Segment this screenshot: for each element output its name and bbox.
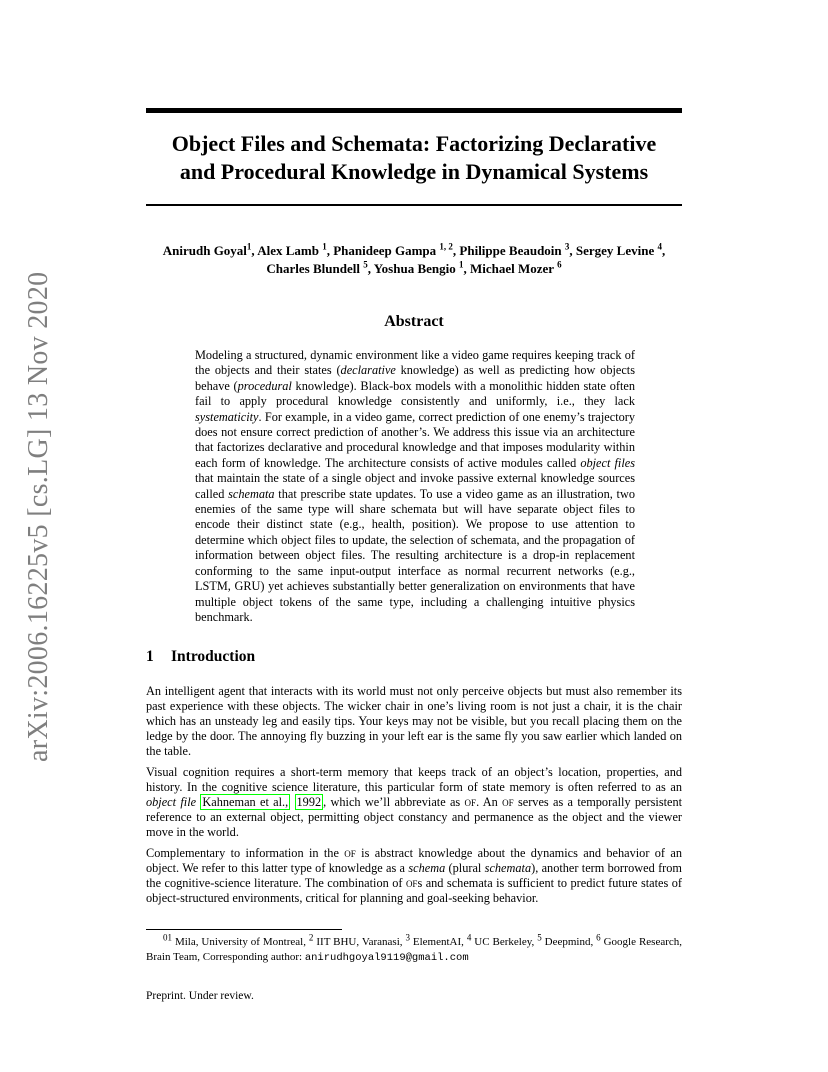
footnote-text: Deepmind,: [541, 936, 597, 948]
abstract-body: [195, 348, 635, 625]
intro-paragraph-2: [146, 765, 682, 840]
abstract-text: knowledge). Black-box models with a monolithic hidden state often fail to apply procedural knowledge consistently and uniformly, i.e., they lack: [195, 378, 635, 409]
abstract-emphasis: declarative: [340, 363, 396, 378]
abbreviation: of: [405, 876, 418, 891]
abbreviation: of: [344, 846, 356, 860]
author-name: Sergey Levine: [575, 243, 658, 258]
paragraph-text: Visual cognition requires a short-term memory that keeps track of an object’s location, properties, and history. In the cognitive science literature, this particular form of state memory is often referred to as an: [146, 765, 682, 795]
author-affiliation: 1, 2: [439, 241, 453, 252]
abstract-text: knowledge) as well as predicting how objects behave (: [195, 363, 635, 393]
section-title: Introduction: [171, 648, 256, 665]
author-affiliation: 4: [657, 241, 662, 252]
abstract-emphasis: object files: [580, 455, 635, 470]
intro-paragraph-3: [146, 846, 682, 906]
footnote-mark: 2: [308, 932, 314, 943]
citation-link-authors[interactable]: Kahneman et al.,: [202, 795, 289, 810]
citation-link-year[interactable]: 1992: [296, 795, 322, 810]
paragraph-text: Complementary to information in the: [146, 846, 345, 860]
author-name: Philippe Beaudoin: [459, 243, 565, 258]
author-affiliation: 1: [322, 241, 327, 252]
footnote-mark: 5: [537, 932, 542, 943]
author-name: Alex Lamb: [257, 243, 323, 258]
footnote-text: UC Berkeley,: [471, 936, 538, 948]
paragraph-emphasis: schema: [408, 861, 446, 876]
abstract-text: Modeling a structured, dynamic environment like a video game requires keeping track of the objects and their states (: [195, 348, 635, 378]
paper-title: [146, 130, 682, 186]
footnote-mark: 6: [596, 932, 601, 943]
author-affiliation: 3: [564, 241, 570, 252]
intro-paragraph-1: An intelligent agent that interacts with its world must not only perceive objects but must also remember its past experience with these objects. The wicker chair in one’s living room is not just a chair, it is the chair which has an unsteady leg and easily tips. Your keys may not be visible, but you recall placing them on the ledge by the door. The annoying fly buzzing in your left ear is the same fly you saw earlier which landed on the table.: [146, 684, 682, 759]
section-number: 1: [146, 648, 154, 665]
paragraph-text: is abstract knowledge about the dynamics and behavior of an object. We refer to this latter type of knowledge as a: [146, 846, 683, 876]
author-name: Phanideep Gampa: [333, 243, 440, 258]
footnote-text: IIT BHU, Varanasi,: [313, 936, 406, 948]
preprint-notice: Preprint. Under review.: [146, 990, 254, 1002]
author-line-1: Anirudh Goyal$^1$, Alex Lamb $^1$, Phanideep Gampa $^{1, 2}$, Philippe Beaudoin $^3$, Sergey Levine $^4$,: [162, 241, 666, 258]
abstract-text: that prescribe state updates. To use a video game as an illustration, two enemies of the same type will share schemata but will have separate object files to encode their distinct state (e.g., health, position). We propose to use attention to determine which object files to update, the selection of schemata, and the propagation of information between object files. The resulting architecture is a drop-in replacement conforming to the same input-output interface as normal recurrent networks (e.g., LSTM, GRU) yet achieves substantially better generalization on environments that have multiple object tokens of the same type, including a challenging intuitive physics benchmark.: [195, 486, 635, 624]
arxiv-identifier-stamp: arXiv:2006.16225v5 [cs.LG] 13 Nov 2020: [23, 271, 54, 762]
footnote-text: Google Research, Brain Team, Corresponding author:: [146, 936, 682, 963]
author-list: [146, 242, 682, 278]
abstract-heading: Abstract: [384, 313, 444, 330]
author-affiliation: 1: [246, 241, 252, 252]
abstract-emphasis: systematicity: [195, 409, 259, 424]
author-name: Michael Mozer: [469, 261, 558, 276]
author-name: Charles Blundell: [266, 261, 364, 276]
footnote-mark: 3: [405, 932, 410, 943]
paragraph-text: serves as a temporally persistent reference to an external object, permitting object constancy and permanence as the object and the viewer move in the world.: [146, 795, 683, 840]
title-line-2: and Procedural Knowledge in Dynamical Systems: [179, 159, 649, 184]
abstract-emphasis: procedural: [237, 378, 292, 393]
author-affiliation: 5: [363, 259, 368, 270]
paragraph-text: [290, 795, 294, 809]
footnote-mark: 01: [163, 932, 172, 943]
title-bottom-rule: [146, 204, 682, 206]
abstract-text: that maintain the state of a single object and invoke passive external knowledge sources called: [195, 471, 635, 501]
paragraph-text: s and schemata is sufficient to predict future states of object-structured environments, critical for planning and goal-seeking behavior.: [146, 876, 682, 906]
footnote-text: Mila, University of Montreal,: [172, 936, 309, 948]
abstract-emphasis: schemata: [228, 486, 275, 501]
author-affiliation: 6: [557, 259, 562, 270]
paragraph-text: (plural: [445, 861, 485, 876]
paragraph-text: ), another term borrowed from the cognitive-science literature. The combination of: [146, 861, 682, 891]
footnote-mark: 4: [466, 932, 472, 943]
footnote-text: ElementAI,: [409, 936, 467, 948]
abstract-text: . For example, in a video game, correct prediction of one enemy’s trajectory does not ensure correct prediction of another’s. We address this issue via an architecture that factorizes declarative and procedural knowledge and that imposes modularity within each form of knowledge. The architecture consists of active modules called: [195, 409, 635, 470]
paragraph-emphasis: schemata: [484, 861, 532, 876]
author-email: anirudhgoyal9119@gmail.com: [304, 951, 469, 964]
abbreviation: of: [502, 795, 514, 810]
abbreviation: of: [464, 795, 477, 810]
author-line-2: Charles Blundell $^5$, Yoshua Bengio $^1$, Michael Mozer $^6$: [266, 259, 562, 276]
paragraph-emphasis: object file: [146, 795, 197, 810]
paragraph-text: , which we’ll abbreviate as: [323, 795, 465, 810]
footnote-rule: [146, 929, 342, 930]
author-name: Yoshua Bengio: [373, 261, 459, 276]
paragraph-text: . An: [476, 795, 503, 810]
author-affiliation: 1: [458, 259, 464, 270]
affiliations-footnote: [146, 932, 682, 965]
author-name: Anirudh Goyal: [162, 243, 247, 258]
title-top-rule: [146, 108, 682, 113]
title-line-1: Object Files and Schemata: Factorizing Declarative: [171, 131, 657, 156]
section-heading: [146, 648, 255, 666]
